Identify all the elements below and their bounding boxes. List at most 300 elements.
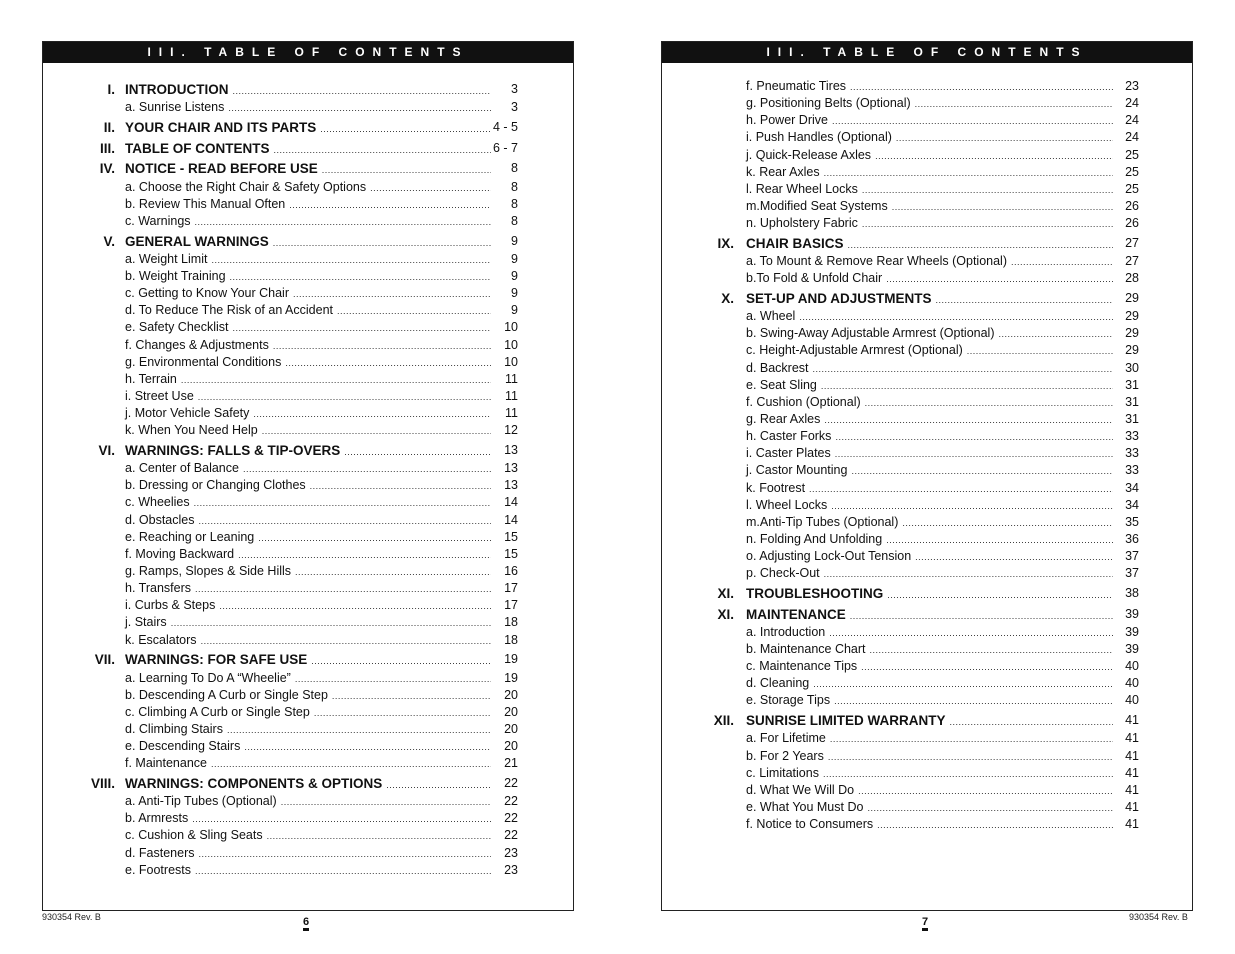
toc-subsection-entry	[43, 100, 575, 117]
toc-subsection-entry	[662, 182, 1194, 199]
page-reference: 27	[1125, 235, 1139, 250]
entry-title: g. Environmental Conditions	[125, 354, 282, 369]
entry-title-line	[746, 182, 1113, 196]
toc-subsection-entry	[662, 378, 1194, 395]
entry-title: i. Caster Plates	[746, 446, 831, 461]
dot-leader	[322, 165, 491, 175]
page-reference: 12	[504, 423, 518, 438]
toc-subsection-entry	[43, 389, 575, 406]
entry-title: b. Armrests	[125, 811, 189, 826]
page-reference: 24	[1125, 113, 1139, 128]
toc-section-entry	[43, 120, 575, 138]
entry-title: d. Climbing Stairs	[125, 721, 223, 736]
dot-leader	[892, 202, 1113, 212]
toc-subsection-entry	[662, 271, 1194, 288]
entry-title-line	[746, 361, 1113, 375]
entry-title: MAINTENANCE	[746, 606, 846, 622]
page-reference: 14	[504, 495, 518, 510]
dot-leader	[862, 185, 1113, 195]
dot-leader	[289, 200, 491, 210]
entry-title-line	[746, 446, 1113, 460]
entry-title: c. Climbing A Curb or Single Step	[125, 704, 310, 719]
dot-leader	[813, 679, 1113, 689]
toc-subsection-entry	[43, 252, 575, 269]
dot-leader	[799, 312, 1113, 322]
page-reference: 25	[1125, 164, 1139, 179]
entry-title-line	[125, 100, 491, 114]
toc-subsection-entry	[662, 676, 1194, 693]
page-reference: 28	[1125, 271, 1139, 286]
dot-leader	[936, 295, 1113, 305]
page-reference: 22	[504, 794, 518, 809]
entry-title: k. Footrest	[746, 480, 806, 495]
page-reference: 41	[1125, 765, 1139, 780]
page-reference: 9	[511, 303, 518, 318]
entry-title-line	[125, 564, 491, 578]
toc-subsection-entry	[662, 361, 1194, 378]
entry-title-line	[746, 326, 1113, 340]
entry-title: j. Stairs	[125, 615, 167, 630]
entry-title: e. Storage Tips	[746, 693, 831, 708]
entry-title: b. Descending A Curb or Single Step	[125, 687, 328, 702]
dot-leader	[198, 392, 491, 402]
entry-title: f. Moving Backward	[125, 546, 235, 561]
section-number: III.	[99, 140, 115, 156]
dot-leader	[832, 116, 1113, 126]
dot-leader	[344, 447, 491, 457]
entry-title-line	[125, 705, 491, 719]
entry-title-line	[746, 642, 1113, 656]
page-reference: 9	[511, 233, 518, 248]
entry-title: b. Swing-Away Adjustable Armrest (Optional)	[746, 326, 995, 341]
toc-subsection-entry	[662, 326, 1194, 343]
entry-title-line	[125, 478, 491, 492]
entry-title: WARNINGS: COMPONENTS & OPTIONS	[125, 775, 383, 791]
dot-leader	[850, 82, 1113, 92]
dot-leader	[834, 696, 1113, 706]
dot-leader	[370, 183, 491, 193]
entry-title-line	[125, 598, 491, 612]
toc-subsection-entry	[662, 817, 1194, 834]
entry-title: g. Rear Axles	[746, 411, 821, 426]
entry-title: f. Pneumatic Tires	[746, 79, 847, 93]
page-reference: 25	[1125, 181, 1139, 196]
entry-title: a. Center of Balance	[125, 461, 239, 476]
toc-subsection-entry	[662, 783, 1194, 800]
entry-title-line	[125, 320, 491, 334]
page-reference: 8	[511, 179, 518, 194]
dot-leader	[831, 501, 1113, 511]
toc-section-entry	[43, 776, 575, 794]
page-reference: 10	[504, 354, 518, 369]
dot-leader	[311, 656, 491, 666]
page-reference: 17	[504, 581, 518, 596]
page-reference: 41	[1125, 782, 1139, 797]
dot-leader	[950, 717, 1113, 727]
page-reference: 38	[1125, 585, 1139, 600]
entry-title: b. Dressing or Changing Clothes	[125, 478, 306, 493]
toc-subsection-entry	[43, 214, 575, 231]
section-number: XII.	[713, 713, 734, 729]
page-number: 7	[922, 917, 928, 931]
dot-leader	[821, 381, 1113, 391]
dot-leader	[865, 398, 1113, 408]
entry-title-line	[746, 532, 1113, 546]
entry-title: k. Rear Axles	[746, 164, 820, 179]
entry-title-line	[125, 776, 491, 791]
dot-leader	[273, 341, 491, 351]
dot-leader	[915, 99, 1113, 109]
page-reference: 37	[1125, 566, 1139, 581]
toc-subsection-entry	[43, 705, 575, 722]
dot-leader	[858, 786, 1113, 796]
toc-subsection-entry	[662, 343, 1194, 360]
toc-subsection-entry	[43, 355, 575, 372]
entry-title-line	[125, 633, 491, 647]
entry-title-line	[125, 495, 491, 509]
entry-title-line	[746, 481, 1113, 495]
toc-subsection-entry	[43, 320, 575, 337]
entry-title-line	[746, 800, 1113, 814]
section-number: XI.	[717, 585, 734, 601]
entry-title: e. Descending Stairs	[125, 739, 241, 754]
toc-section-entry	[43, 141, 575, 159]
entry-title-line	[125, 141, 491, 156]
entry-title-line	[746, 148, 1113, 162]
entry-title: c. Maintenance Tips	[746, 659, 858, 674]
entry-title-line	[125, 197, 491, 211]
page-reference: 17	[504, 598, 518, 613]
page-reference: 11	[505, 389, 518, 403]
entry-title-line	[746, 625, 1113, 639]
page-reference: 37	[1125, 549, 1139, 564]
entry-title-line	[746, 254, 1113, 268]
page-reference: 18	[504, 615, 518, 630]
page-reference: 8	[511, 213, 518, 228]
entry-title: d. To Reduce The Risk of an Accident	[125, 303, 333, 318]
entry-title-line	[125, 547, 491, 561]
page-reference: 30	[1125, 360, 1139, 375]
toc-subsection-entry	[662, 800, 1194, 817]
entry-title-line	[125, 722, 491, 736]
dot-leader	[258, 533, 491, 543]
entry-title-line	[125, 530, 491, 544]
page-reference: 41	[1125, 817, 1139, 832]
dot-leader	[314, 708, 491, 718]
entry-title-line	[746, 378, 1113, 392]
dot-leader	[809, 484, 1113, 494]
page-reference: 19	[504, 652, 518, 667]
page-reference: 31	[1125, 377, 1139, 392]
dot-leader	[198, 516, 491, 526]
entry-title-line	[746, 566, 1113, 580]
toc-subsection-entry	[43, 406, 575, 423]
page-reference: 35	[1125, 514, 1139, 529]
page-reference: 3	[511, 100, 518, 115]
dot-leader	[219, 601, 491, 611]
page-reference: 4 - 5	[492, 119, 518, 134]
dot-leader	[915, 552, 1113, 562]
toc-subsection-entry	[662, 625, 1194, 642]
dot-leader	[243, 464, 491, 474]
entry-title: h. Power Drive	[746, 113, 828, 128]
entry-title-line	[125, 581, 491, 595]
entry-title-line	[125, 739, 491, 753]
page-reference: 10	[504, 337, 518, 352]
entry-title-line	[125, 423, 491, 437]
toc-subsection-entry	[43, 303, 575, 320]
entry-title: SET-UP AND ADJUSTMENTS	[746, 290, 932, 306]
dot-leader	[267, 831, 491, 841]
page-reference: 21	[504, 756, 518, 771]
entry-title-line	[125, 756, 491, 770]
entry-title: c. Wheelies	[125, 495, 190, 510]
entry-title-line	[125, 180, 491, 194]
page-reference: 9	[511, 251, 518, 266]
entry-title: a. For Lifetime	[746, 731, 826, 746]
entry-title: l. Rear Wheel Locks	[746, 181, 858, 196]
dot-leader	[310, 481, 491, 491]
entry-title: i. Push Handles (Optional)	[746, 130, 892, 145]
entry-title: b. Maintenance Chart	[746, 642, 866, 657]
toc-subsection-entry	[662, 693, 1194, 710]
entry-title: f. Changes & Adjustments	[125, 337, 269, 352]
entry-title-line	[746, 463, 1113, 477]
toc-subsection-entry	[43, 478, 575, 495]
page-header: III. TABLE OF CONTENTS	[662, 42, 1192, 63]
page-reference: 26	[1125, 198, 1139, 213]
dot-leader	[192, 814, 491, 824]
page-number: 6	[303, 917, 309, 931]
dot-leader	[171, 618, 491, 628]
toc-subsection-entry	[662, 216, 1194, 233]
entry-title-line	[125, 355, 491, 369]
page-reference: 10	[504, 320, 518, 335]
entry-title-line	[125, 671, 491, 685]
toc-subsection-entry	[43, 513, 575, 530]
entry-title-line	[746, 731, 1113, 745]
entry-title: a. Anti-Tip Tubes (Optional)	[125, 794, 277, 809]
toc-section-entry	[662, 291, 1194, 309]
dot-leader	[194, 498, 491, 508]
page-reference: 34	[1125, 480, 1139, 495]
entry-title-line	[746, 291, 1113, 306]
entry-title: a. Learning To Do A “Wheelie”	[125, 670, 291, 685]
entry-title: a. To Mount & Remove Rear Wheels (Optional)	[746, 254, 1007, 269]
entry-title-line	[746, 271, 1113, 285]
dot-leader	[195, 584, 491, 594]
toc-subsection-entry	[43, 722, 575, 739]
entry-title-line	[125, 389, 491, 403]
toc-section-entry	[43, 443, 575, 461]
entry-title: e. Seat Sling	[746, 377, 817, 392]
toc-subsection-entry	[43, 863, 575, 880]
dot-leader	[253, 409, 491, 419]
entry-title: WARNINGS: FALLS & TIP-OVERS	[125, 443, 341, 459]
page-reference: 11	[505, 406, 518, 421]
entry-title: l. Wheel Locks	[746, 497, 828, 512]
page-reference: 13	[504, 461, 518, 476]
entry-title: YOUR CHAIR AND ITS PARTS	[125, 119, 317, 135]
entry-title: c. Cushion & Sling Seats	[125, 828, 263, 843]
page-reference: 36	[1125, 531, 1139, 546]
entry-title: d. Obstacles	[125, 512, 195, 527]
toc-subsection-entry	[43, 811, 575, 828]
entry-title-line	[125, 234, 491, 249]
section-number: XI.	[717, 606, 734, 622]
toc-subsection-entry	[43, 633, 575, 650]
dot-leader	[886, 274, 1113, 284]
entry-title: c. Height-Adjustable Armrest (Optional)	[746, 343, 963, 358]
toc-subsection-entry	[662, 446, 1194, 463]
section-number: VI.	[98, 443, 115, 459]
dot-leader	[835, 449, 1113, 459]
entry-title: i. Curbs & Steps	[125, 598, 216, 613]
entry-title-line	[125, 252, 491, 266]
entry-title-line	[746, 96, 1113, 110]
dot-leader	[902, 518, 1113, 528]
entry-title: TROUBLESHOOTING	[746, 585, 884, 601]
dot-leader	[293, 289, 491, 299]
entry-title-line	[125, 828, 491, 842]
toc-subsection-entry	[662, 429, 1194, 446]
page-reference: 15	[504, 529, 518, 544]
page-reference: 29	[1125, 290, 1139, 305]
page-header: III. TABLE OF CONTENTS	[43, 42, 573, 63]
dot-leader	[211, 759, 491, 769]
table-of-contents	[43, 82, 575, 880]
entry-title-line	[746, 498, 1113, 512]
page-reference: 23	[1125, 79, 1139, 93]
toc-subsection-entry	[662, 659, 1194, 676]
page-reference: 20	[504, 739, 518, 754]
entry-title: g. Positioning Belts (Optional)	[746, 96, 911, 111]
section-number: X.	[721, 290, 734, 306]
entry-title: f. Maintenance	[125, 756, 207, 771]
page-reference: 31	[1125, 394, 1139, 409]
entry-title: TABLE OF CONTENTS	[125, 140, 270, 156]
dot-leader	[870, 645, 1113, 655]
dot-leader	[238, 550, 491, 560]
toc-subsection-entry	[662, 515, 1194, 532]
entry-title-line	[125, 863, 491, 877]
section-number: IV.	[99, 161, 115, 177]
dot-leader	[227, 725, 491, 735]
page-reference: 33	[1125, 463, 1139, 478]
entry-title-line	[746, 236, 1113, 251]
entry-title-line	[746, 216, 1113, 230]
dot-leader	[824, 415, 1113, 425]
page-reference: 13	[504, 478, 518, 493]
entry-title: i. Street Use	[125, 389, 194, 403]
entry-title: j. Motor Vehicle Safety	[125, 406, 250, 421]
page-reference: 25	[1125, 147, 1139, 162]
dot-leader	[830, 734, 1113, 744]
page-reference: 24	[1125, 130, 1139, 145]
entry-title-line	[746, 395, 1113, 409]
entry-title: INTRODUCTION	[125, 82, 229, 97]
toc-section-entry	[662, 236, 1194, 254]
entry-title: n. Folding And Unfolding	[746, 531, 883, 546]
entry-title-line	[125, 811, 491, 825]
dot-leader	[824, 168, 1113, 178]
entry-title-line	[125, 82, 491, 97]
toc-section-entry	[43, 652, 575, 670]
entry-title-line	[125, 338, 491, 352]
dot-leader	[228, 103, 491, 113]
page-reference: 9	[511, 269, 518, 284]
entry-title: d. Cleaning	[746, 676, 810, 691]
dot-leader	[999, 329, 1114, 339]
toc-subsection-entry	[662, 642, 1194, 659]
page-reference: 11	[505, 371, 518, 386]
entry-title: a. Sunrise Listens	[125, 100, 225, 115]
toc-section-entry	[43, 234, 575, 252]
entry-title: f. Cushion (Optional)	[746, 394, 861, 409]
page-reference: 33	[1125, 446, 1139, 461]
entry-title-line	[746, 79, 1113, 93]
dot-leader	[285, 358, 491, 368]
toc-section-entry	[662, 586, 1194, 604]
dot-leader	[230, 272, 491, 282]
toc-section-entry	[43, 82, 575, 100]
toc-subsection-entry	[662, 148, 1194, 165]
entry-title: e. Reaching or Leaning	[125, 529, 255, 544]
entry-title: SUNRISE LIMITED WARRANTY	[746, 713, 946, 729]
toc-section-entry	[43, 161, 575, 179]
toc-subsection-entry	[662, 79, 1194, 96]
entry-title: n. Upholstery Fabric	[746, 216, 858, 231]
entry-title: k. When You Need Help	[125, 423, 258, 438]
toc-subsection-entry	[43, 794, 575, 811]
entry-title-line	[125, 303, 491, 317]
entry-title-line	[746, 749, 1113, 763]
section-number: IX.	[717, 235, 734, 251]
page-reference: 39	[1125, 606, 1139, 621]
entry-title-line	[746, 783, 1113, 797]
toc-subsection-entry	[43, 197, 575, 214]
page-reference: 26	[1125, 216, 1139, 231]
page-reference: 22	[504, 811, 518, 826]
entry-title: h. Transfers	[125, 581, 191, 596]
entry-title-line	[125, 688, 491, 702]
entry-title: d. What We Will Do	[746, 782, 855, 797]
toc-subsection-entry	[43, 598, 575, 615]
dot-leader	[274, 145, 492, 155]
page-reference: 23	[504, 862, 518, 877]
toc-subsection-entry	[662, 731, 1194, 748]
page-reference: 40	[1125, 693, 1139, 708]
page-reference: 41	[1125, 713, 1139, 728]
dot-leader	[851, 466, 1113, 476]
dot-leader	[867, 803, 1113, 813]
toc-subsection-entry	[662, 395, 1194, 412]
dot-leader	[195, 217, 491, 227]
entry-title-line	[125, 214, 491, 228]
page-reference: 14	[504, 512, 518, 527]
entry-title-line	[746, 165, 1113, 179]
dot-leader	[198, 849, 491, 859]
dot-leader	[332, 691, 491, 701]
toc-subsection-entry	[662, 130, 1194, 147]
entry-title-line	[125, 652, 491, 667]
section-number: VII.	[94, 652, 115, 668]
dot-leader	[887, 590, 1113, 600]
entry-title: h. Caster Forks	[746, 429, 832, 444]
dot-leader	[181, 375, 491, 385]
entry-title-line	[746, 130, 1113, 144]
dot-leader	[828, 752, 1113, 762]
